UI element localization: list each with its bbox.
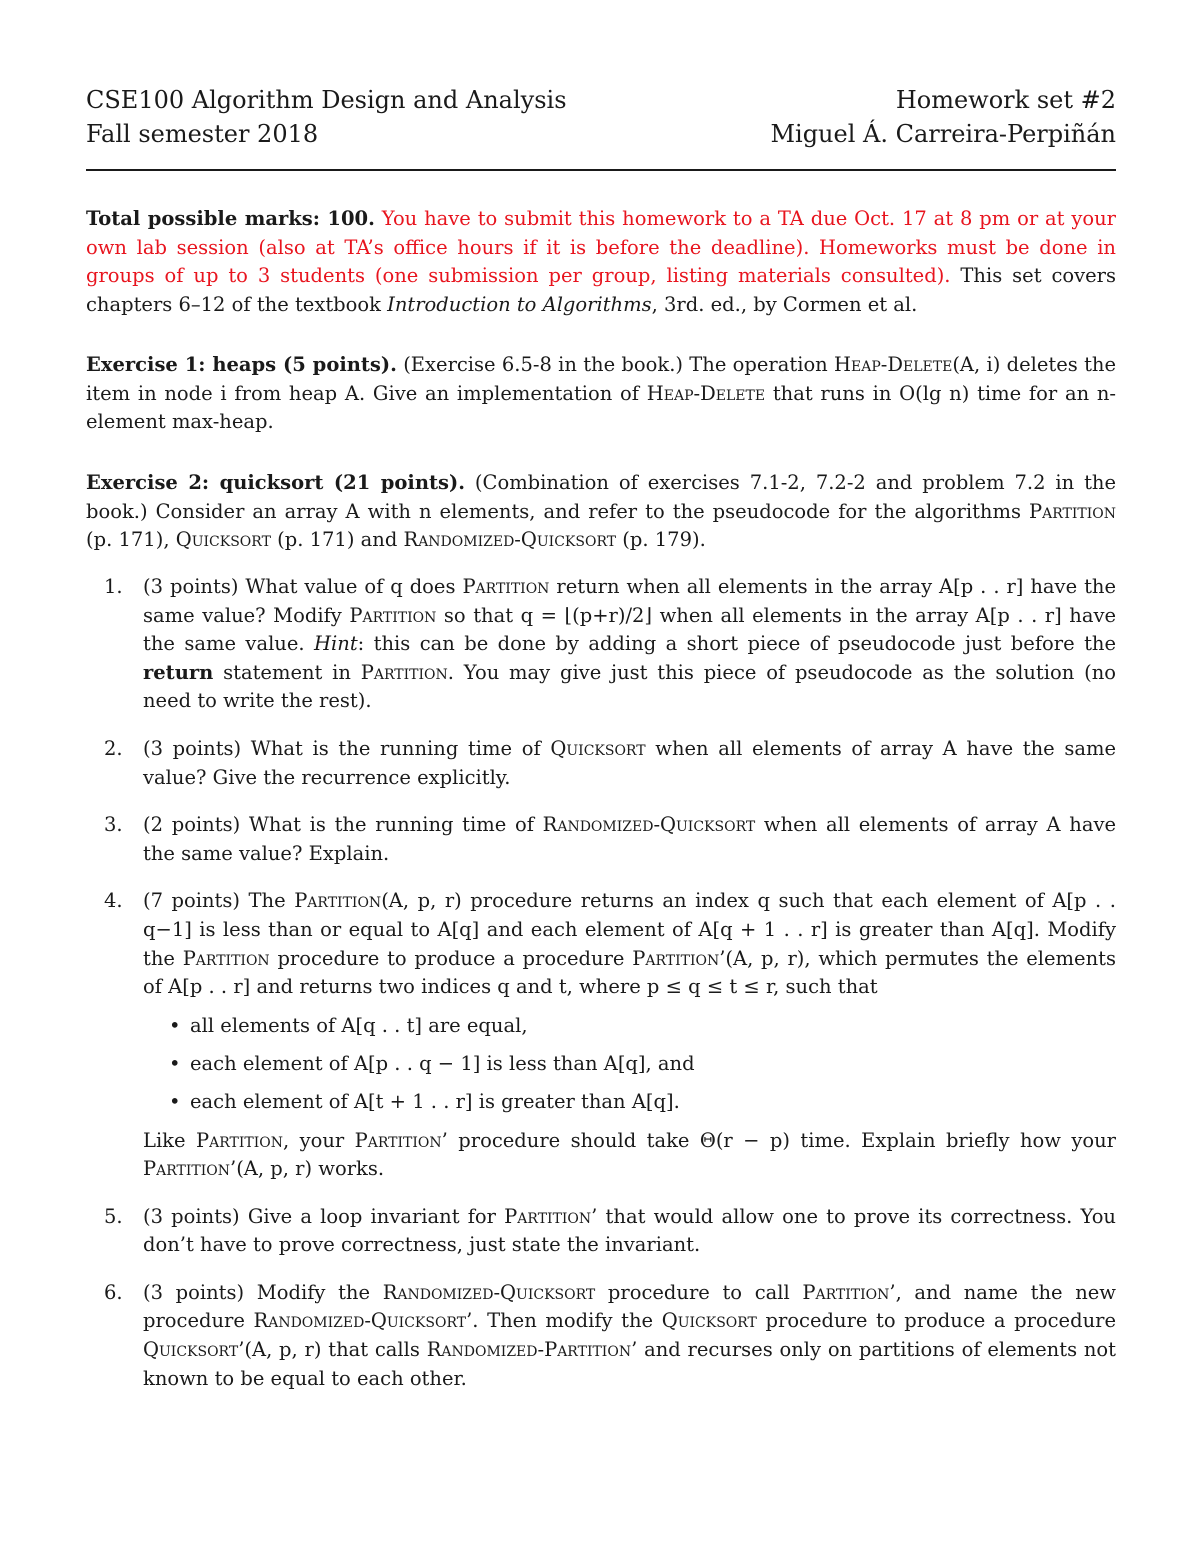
exercise-1-text: that runs in O(lg n) time for an n-element max-heap. bbox=[86, 381, 1117, 434]
header-line-2 bbox=[86, 118, 1116, 150]
exercise-1-text: (Exercise 6.5-8 in the book.) The operation bbox=[403, 353, 828, 376]
proc-name: Randomized-Quicksort’ bbox=[253, 1309, 473, 1333]
item-text: (A, p, r) works. bbox=[236, 1157, 385, 1181]
proc-name: Partition bbox=[349, 603, 437, 627]
bullet-text: each element of A[p . . q − 1] is less than A[q], and bbox=[190, 1051, 695, 1075]
item-text: , and name the new procedure bbox=[143, 1280, 1116, 1333]
author: Miguel Á. Carreira-Perpiñán bbox=[770, 120, 1116, 148]
item-text: (A, p, r) procedure returns an index q such that each element of A[p . . q−1] is less than or equal to A[q] and each element of A[q + 1 . . r] is greater than A[q]. Modify the bbox=[143, 889, 1116, 970]
list-item bbox=[86, 573, 1116, 716]
exercise-2 bbox=[86, 469, 1116, 555]
proc-name: Partition’ bbox=[802, 1280, 896, 1304]
bullet-item bbox=[143, 1088, 1116, 1117]
list-item bbox=[86, 1279, 1116, 1393]
list-item bbox=[86, 735, 1116, 792]
item-text: (3 points) Give a loop invariant for bbox=[143, 1204, 496, 1228]
bullet-icon: • bbox=[169, 1089, 181, 1113]
item-text: (7 points) The bbox=[143, 889, 286, 913]
proc-name: Partition bbox=[360, 660, 448, 684]
course-title: CSE100 Algorithm Design and Analysis bbox=[86, 86, 567, 114]
bullet-item bbox=[143, 1050, 1116, 1079]
bullet-text: all elements of A[q . . t] are equal, bbox=[190, 1013, 528, 1037]
bullet-icon: • bbox=[169, 1051, 181, 1075]
item-text: (2 points) What is the running time of bbox=[143, 813, 534, 837]
marks-label: Total possible marks: 100. bbox=[86, 207, 375, 230]
item-text: (A, p, r) that calls bbox=[244, 1338, 420, 1362]
item-text: when all elements of array A have the same value? Give the recurrence explicitly. bbox=[143, 736, 1117, 789]
proc-name: Quicksort bbox=[661, 1309, 757, 1333]
exercise-2-text: (Combination of exercises 7.1-2, 7.2-2 and problem 7.2 in the book.) Consider an array A with n elements, and refer to the pseudocode for the algorithms bbox=[86, 471, 1117, 523]
proc-name: Partition bbox=[195, 1128, 283, 1152]
proc-name: Quicksort bbox=[175, 528, 271, 552]
header-rule bbox=[86, 169, 1116, 171]
exercise-1 bbox=[86, 351, 1116, 437]
item-number: 1. bbox=[104, 575, 123, 598]
page-ref: (p. 171) and bbox=[277, 528, 398, 552]
proc-name: Randomized-Quicksort bbox=[542, 813, 756, 837]
item-text: (3 points) What is the running time of bbox=[143, 736, 541, 760]
proc-name: Partition bbox=[294, 889, 382, 913]
item-text: (3 points) Modify the bbox=[143, 1280, 371, 1304]
item-number: 2. bbox=[104, 736, 123, 760]
page-ref: (p. 171), bbox=[86, 528, 170, 552]
proc-name: Quicksort bbox=[550, 736, 646, 760]
page-ref: (p. 179). bbox=[622, 528, 706, 552]
proc-name: Quicksort’ bbox=[143, 1338, 245, 1362]
bullet-item bbox=[143, 1012, 1116, 1041]
item-text: and recurses only on partitions of elements not known to be equal to each other. bbox=[143, 1338, 1116, 1390]
proc-name: Partition’ bbox=[504, 1204, 598, 1228]
covers-text: This set covers chapters 6–12 of the textbook bbox=[86, 264, 1116, 316]
list-item bbox=[86, 811, 1116, 868]
condition-list bbox=[143, 1012, 1116, 1117]
item-text: . You may give just this piece of pseudocode as the solution (no need to write the rest). bbox=[143, 660, 1116, 713]
proc-name: Heap-Delete bbox=[646, 381, 766, 405]
covers-text-end: , 3rd. ed., by Cormen et al. bbox=[651, 292, 918, 316]
item-text: (A, p, r), which permutes the elements of A[p . . r] and returns two indices q and t, where p ≤ q ≤ t ≤ r, such that bbox=[143, 946, 1116, 999]
bullet-icon: • bbox=[169, 1013, 181, 1037]
item-text: procedure to produce a procedure bbox=[277, 946, 625, 970]
proc-name: Partition’ bbox=[354, 1128, 448, 1152]
item-text: that would allow one to prove its correctness. You don’t have to prove correctness, just state the invariant. bbox=[143, 1204, 1116, 1257]
proc-name: Partition bbox=[182, 946, 270, 970]
item-number: 4. bbox=[104, 889, 123, 913]
item-text: procedure to produce a procedure bbox=[765, 1309, 1116, 1333]
proc-name: Randomized-Quicksort bbox=[382, 1280, 596, 1304]
item-text: (3 points) What value of q does bbox=[143, 575, 456, 598]
item-text: Like bbox=[143, 1128, 186, 1152]
intro-paragraph bbox=[86, 205, 1116, 319]
item-4-closing bbox=[143, 1127, 1116, 1184]
item-text: statement in bbox=[223, 660, 351, 684]
item-number: 6. bbox=[104, 1280, 123, 1304]
exercise-2-title: Exercise 2: quicksort (21 points). bbox=[86, 471, 466, 494]
header-line-1 bbox=[86, 84, 1116, 116]
return-keyword: return bbox=[143, 660, 214, 684]
list-item bbox=[86, 887, 1116, 1183]
item-number: 3. bbox=[104, 813, 123, 837]
item-number: 5. bbox=[104, 1204, 123, 1228]
proc-name: Randomized-Partition’ bbox=[426, 1338, 638, 1362]
bullet-text: each element of A[t + 1 . . r] is greater than A[q]. bbox=[190, 1089, 680, 1113]
item-text: procedure to call bbox=[607, 1280, 790, 1304]
homework-title: Homework set #2 bbox=[895, 86, 1116, 114]
proc-name: Heap-Delete bbox=[834, 353, 953, 376]
proc-name: Partition bbox=[1029, 499, 1116, 523]
proc-name: Partition’ bbox=[632, 946, 726, 970]
item-text: : this can be done by adding a short piece of pseudocode just before the bbox=[357, 632, 1117, 656]
item-text: , your bbox=[282, 1128, 345, 1152]
book-title: Introduction to Algorithms bbox=[387, 292, 652, 316]
item-text: return when all elements in the array A[p . . r] have the same value? Modify bbox=[143, 575, 1117, 627]
item-text: when all elements of array A have the same value? Explain. bbox=[143, 813, 1116, 865]
semester: Fall semester 2018 bbox=[86, 120, 319, 148]
item-text: procedure should take Θ(r − p) time. Explain briefly how your bbox=[458, 1128, 1117, 1152]
submission-notice: You have to submit this homework to a TA due Oct. 17 at 8 pm or at your own lab session (also at TA’s office hours if it is before the deadline). Homeworks must be done in groups of up to 3 students (one submission per group, listing materials consulted). bbox=[86, 207, 1117, 288]
item-text: . Then modify the bbox=[472, 1309, 654, 1333]
hint-label: Hint bbox=[314, 632, 358, 656]
proc-name: Partition bbox=[462, 575, 550, 598]
proc-name: Partition’ bbox=[143, 1157, 237, 1181]
list-item bbox=[86, 1203, 1116, 1260]
proc-args: (A, i) bbox=[952, 353, 1001, 376]
question-list bbox=[86, 573, 1116, 1393]
item-text: so that q = ⌊(p+r)/2⌋ when all elements in the array A[p . . r] have the same value. bbox=[143, 603, 1117, 656]
proc-name: Randomized-Quicksort bbox=[403, 528, 617, 552]
exercise-1-text: deletes the item in node i from heap A. Give an implementation of bbox=[86, 353, 1116, 405]
exercise-1-title: Exercise 1: heaps (5 points). bbox=[86, 353, 397, 376]
